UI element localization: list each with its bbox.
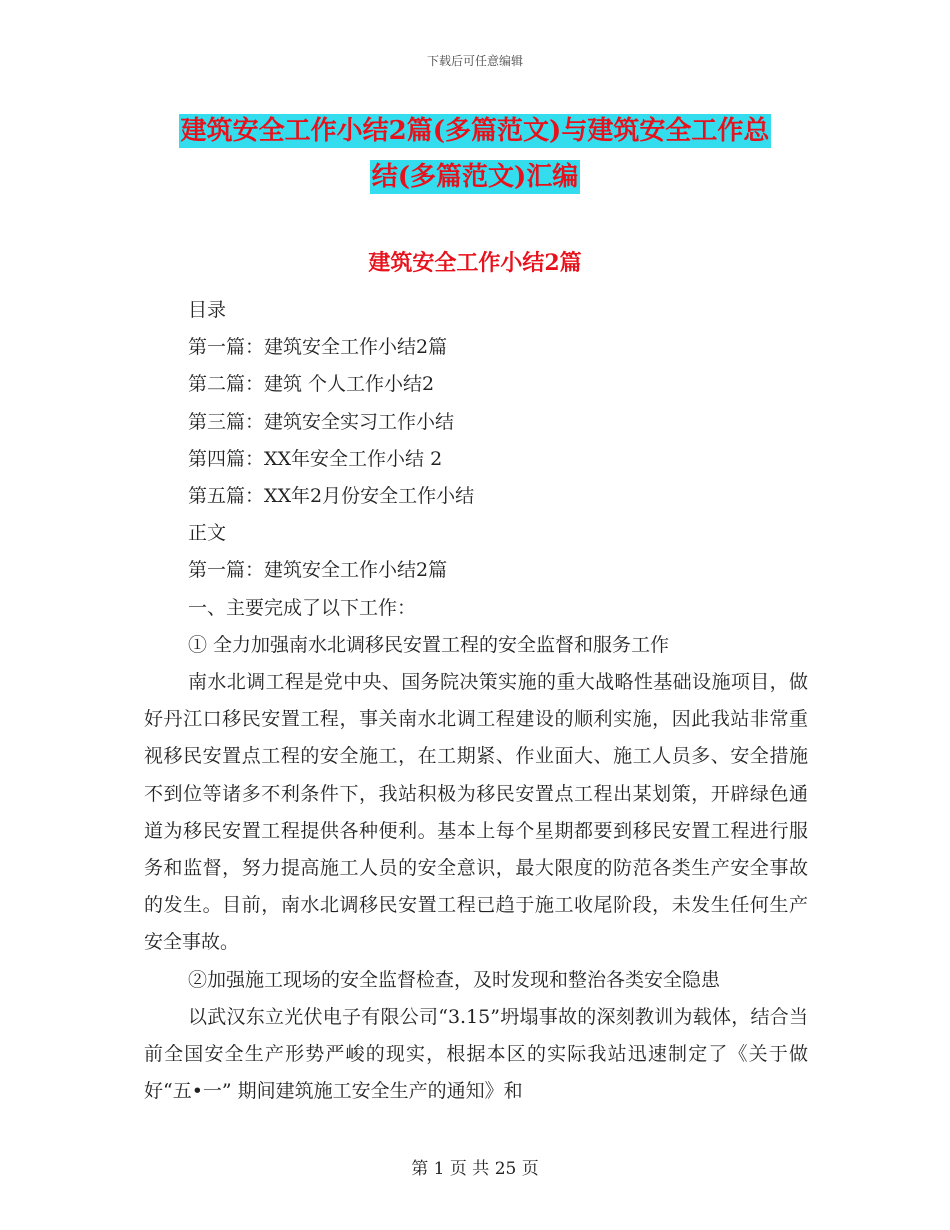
item-heading: ②加强施工现场的安全监督检查，及时发现和整治各类安全隐患 (188, 968, 721, 991)
toc-item: 第三篇：建筑安全实习工作小结 (188, 410, 455, 433)
item-heading: ① 全力加强南水北调移民安置工程的安全监督和服务工作 (188, 633, 670, 656)
paragraph: 南水北调工程是党中央、国务院决策实施的重大战略性基础设施项目，做好丹江口移民安置工程，事关南水北调工程建设的顺利实施，因此我站非常重视移民安置点工程的安全施工，在工期紧、作业面大、施工人员多、安全措施不到位等诸多不利条件下，我站积极为移民安置点工程出某划策，开辟绿色通道为移民安置工程提供各种便利。基本上每个星期都要到移民安置工程进行服务和监督，努力提高施工人员的安全意识，最大限度的防范各类生产安全事故的发生。目前，南水北调移民安置工程已趋于施工收尾阶段，未发生任何生产安全事故。 (144, 671, 808, 954)
toc-item: 第一篇：建筑安全工作小结2篇 (188, 336, 448, 359)
body-label: 正文 (188, 522, 227, 545)
title-line-2: 结(多篇范文)汇编 (371, 162, 579, 192)
header-note: 下载后可任意编辑 (426, 54, 523, 68)
page-footer: 第 1 页 共 25 页 (411, 1159, 539, 1179)
section-heading: 一、主要完成了以下工作： (188, 596, 417, 619)
document-body (144, 292, 808, 1110)
toc-item: 第四篇：XX年安全工作小结 2 (188, 447, 443, 470)
toc-item: 第五篇：XX年2月份安全工作小结 (188, 485, 475, 508)
section-title: 建筑安全工作小结2篇 (368, 250, 582, 276)
chapter-heading: 第一篇：建筑安全工作小结2篇 (188, 559, 448, 582)
toc-item: 第二篇：建筑 个人工作小结2 (188, 373, 435, 396)
document-title (0, 108, 950, 200)
toc-label: 目录 (188, 299, 227, 321)
paragraph: 以武汉东立光伏电子有限公司“3.15”坍塌事故的深刻教训为载体，结合当前全国安全生产形势严峻的现实，根据本区的实际我站迅速制定了《关于做好“五•一” 期间建筑施工安全生产的通知》和 (144, 1005, 808, 1103)
title-line-1: 建筑安全工作小结2篇(多篇范文)与建筑安全工作总 (180, 116, 770, 146)
